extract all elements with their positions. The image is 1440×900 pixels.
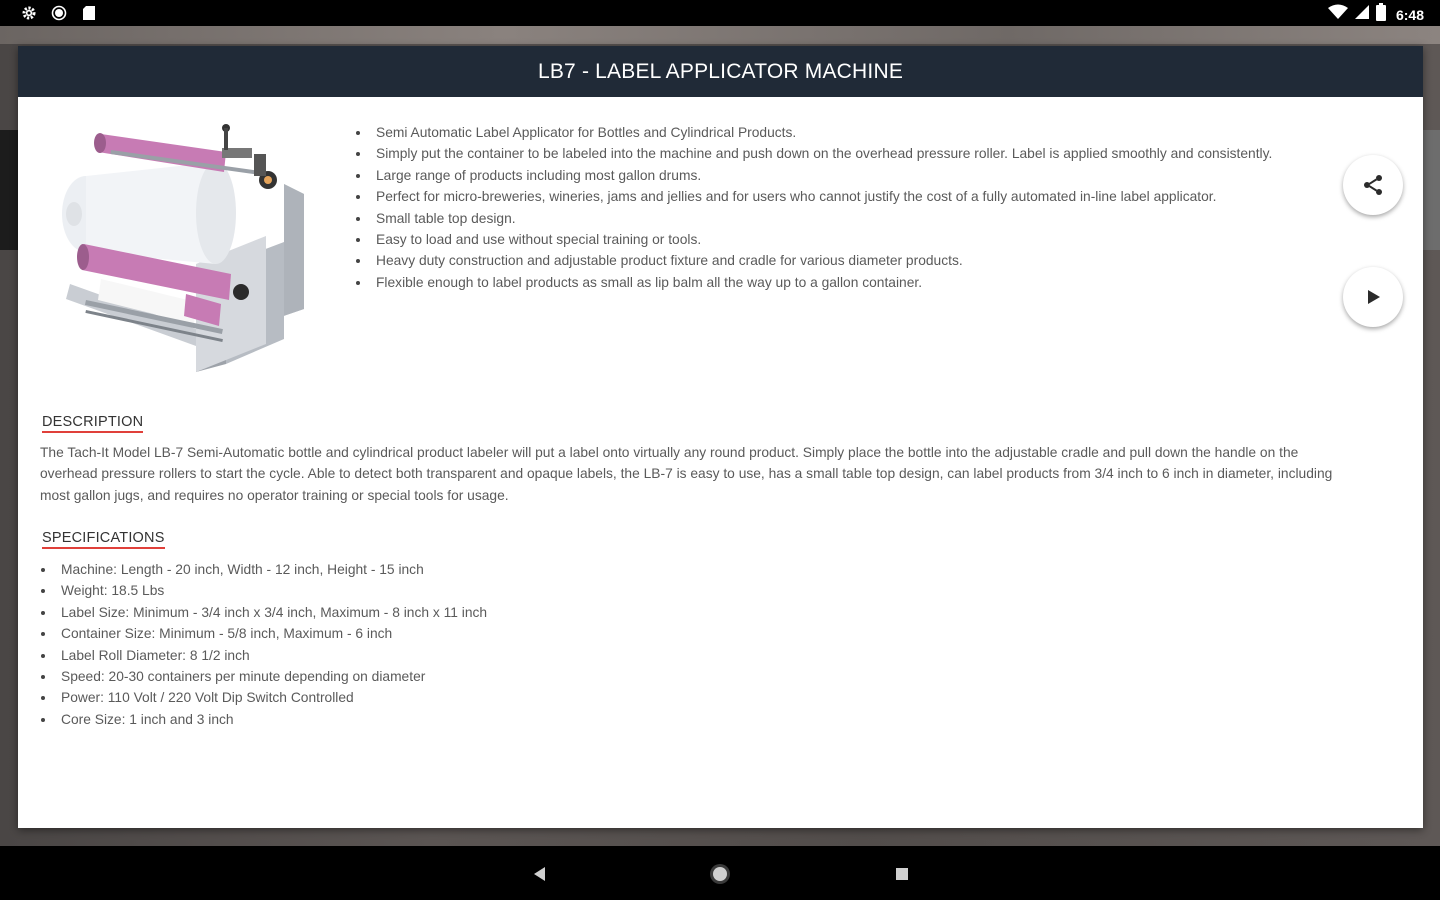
navigation-bar	[0, 846, 1440, 900]
feature-item: Heavy duty construction and adjustable product fixture and cradle for various diameter products.	[356, 250, 1331, 271]
feature-item: Easy to load and use without special training or tools.	[356, 229, 1331, 250]
backdrop-edge-left	[0, 130, 18, 250]
feature-item: Large range of products including most gallon drums.	[356, 165, 1331, 186]
spec-item: Machine: Length - 20 inch, Width - 12 inch, Height - 15 inch	[40, 559, 940, 580]
specifications-list	[40, 559, 940, 730]
dialog-title: LB7 - LABEL APPLICATOR MACHINE	[537, 59, 904, 83]
home-button[interactable]	[709, 863, 731, 885]
spec-item: Core Size: 1 inch and 3 inch	[40, 709, 940, 730]
product-dialog	[18, 46, 1423, 828]
share-button[interactable]	[1343, 155, 1403, 215]
spec-item: Label Roll Diameter: 8 1/2 inch	[40, 645, 940, 666]
battery-icon	[1376, 3, 1386, 26]
feature-item: Simply put the container to be labeled into the machine and push down on the overhead pressure roller. Label is applied smoothly and consistently.	[356, 143, 1331, 164]
circle-icon	[50, 4, 67, 21]
back-button[interactable]	[528, 863, 550, 885]
status-time: 6:48	[1395, 6, 1424, 23]
play-video-button[interactable]	[1343, 267, 1403, 327]
description-text: The Tach-It Model LB-7 Semi-Automatic bottle and cylindrical product labeler will put a label onto virtually any round product. Simply place the bottle into the adjustable cradle and pull down the handle on the overhead pressure rollers to start the cycle. Able to detect both transparent and opaque labels, the LB-7 is easy to use, has a small table top design, can label products from 3/4 inch to 6 inch in diameter, including most gallon jugs, and requires no operator training or special tools for usage.	[40, 445, 1333, 503]
status-bar	[0, 0, 1440, 26]
backdrop-edge-right	[1422, 130, 1440, 250]
gear-icon	[20, 4, 37, 21]
feature-item: Flexible enough to label products as small as lip balm all the way up to a gallon container.	[356, 272, 1331, 293]
spec-item: Label Size: Minimum - 3/4 inch x 3/4 inch, Maximum - 8 inch x 11 inch	[40, 602, 940, 623]
dialog-header	[18, 46, 1423, 97]
spec-item: Power: 110 Volt / 220 Volt Dip Switch Controlled	[40, 687, 940, 708]
share-icon	[1361, 173, 1385, 197]
cell-signal-icon	[1354, 4, 1370, 25]
sd-card-icon	[80, 4, 97, 21]
spec-item: Weight: 18.5 Lbs	[40, 580, 940, 601]
status-left-icons	[20, 4, 97, 21]
feature-item: Semi Automatic Label Applicator for Bottles and Cylindrical Products.	[356, 122, 1331, 143]
feature-item: Perfect for micro-breweries, wineries, jams and jellies and for users who cannot justify the cost of a fully automated in-line label applicator.	[356, 186, 1331, 207]
spec-item: Speed: 20-30 containers per minute depending on diameter	[40, 666, 940, 687]
description-heading: DESCRIPTION	[42, 414, 143, 433]
spec-item: Container Size: Minimum - 5/8 inch, Maximum - 6 inch	[40, 623, 940, 644]
home-icon	[709, 863, 731, 885]
product-image	[46, 114, 316, 394]
wifi-icon	[1328, 4, 1348, 25]
play-icon	[1363, 287, 1383, 307]
recents-icon	[895, 867, 909, 881]
feature-item: Small table top design.	[356, 208, 1331, 229]
specifications-heading: SPECIFICATIONS	[42, 530, 165, 549]
status-right-icons	[1328, 3, 1424, 26]
backdrop-band	[0, 26, 1440, 44]
back-icon	[532, 866, 546, 882]
recents-button[interactable]	[891, 863, 913, 885]
feature-list	[356, 122, 1331, 293]
